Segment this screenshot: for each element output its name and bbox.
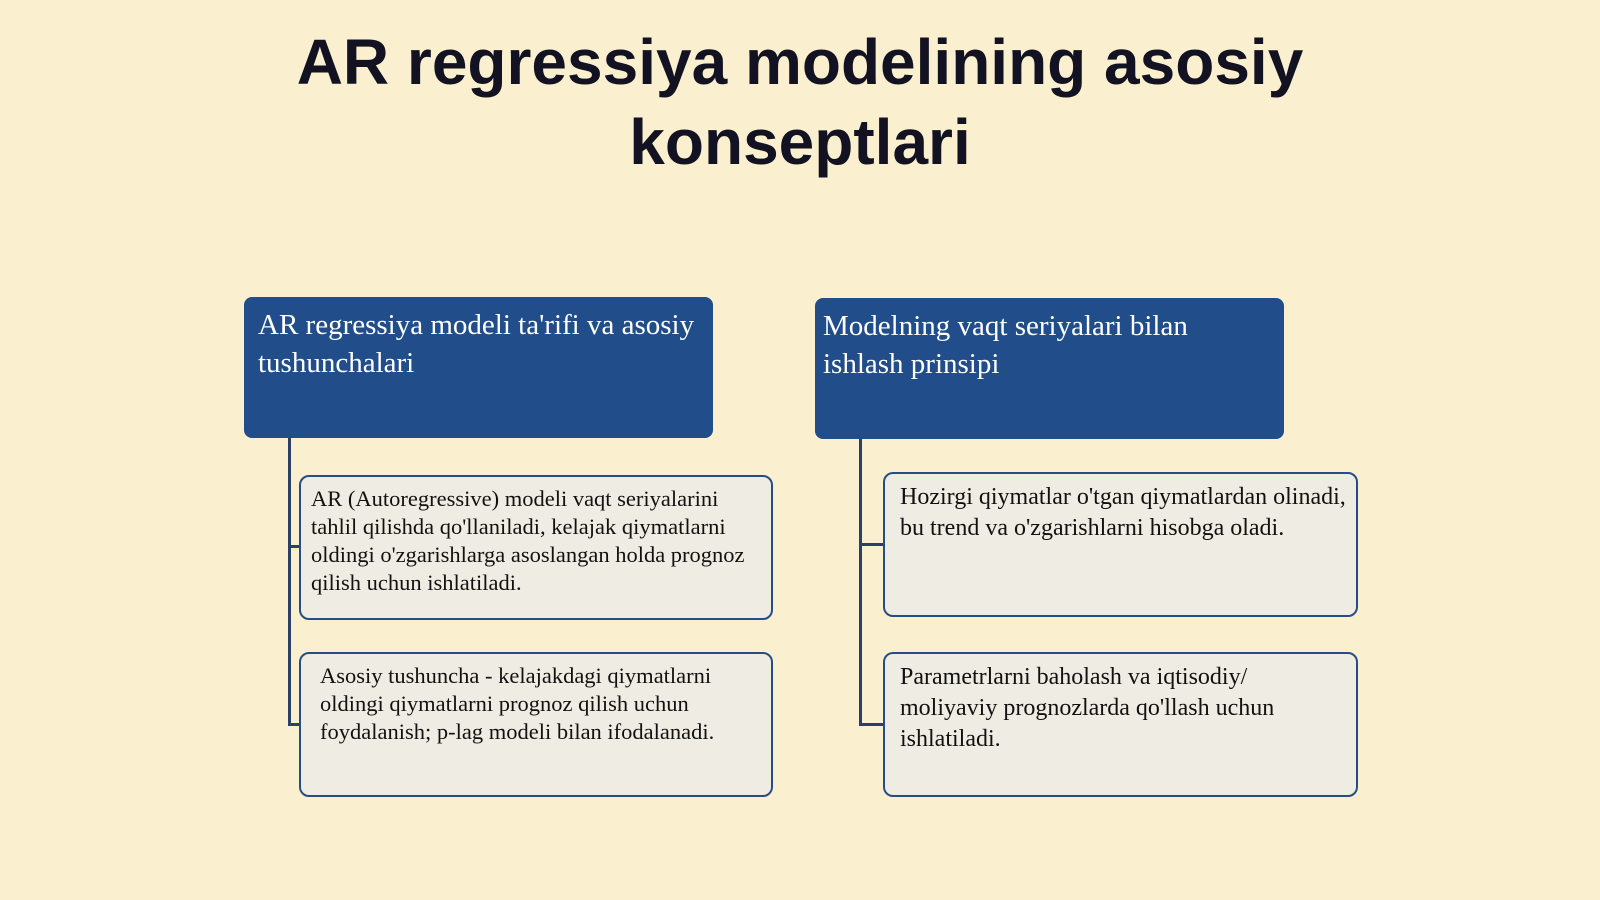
concept-detail-parameter-estimation: Parametrlarni baholash va iqtisodiy/ moliyaviy prognozlarda qo'llash uchun ishlatiladi. (883, 652, 1358, 797)
concept-detail-key-idea: Asosiy tushuncha - kelajakdagi qiymatlarni oldingi qiymatlarni prognoz qilish uchun foydalanish; p-lag modeli bilan ifodalanadi. (299, 652, 773, 797)
concept-header-working-principle: Modelning vaqt seriyalari bilan ishlash prinsipi (815, 298, 1284, 439)
connector-trunk-right (859, 439, 862, 726)
page-title: AR regressiya modelining asosiy konseptlari (296, 26, 1304, 178)
concept-detail-current-values: Hozirgi qiymatlar o'tgan qiymatlardan olinadi, bu trend va o'zgarishlarni hisobga oladi. (883, 472, 1358, 617)
connector-trunk-left (288, 438, 291, 726)
connector-branch-left-1 (288, 545, 299, 548)
connector-branch-right-1 (859, 543, 883, 546)
connector-branch-right-2 (859, 723, 883, 726)
connector-branch-left-2 (288, 723, 299, 726)
concept-header-definition: AR regressiya modeli ta'rifi va asosiy tushunchalari (244, 297, 713, 438)
concept-detail-ar-model: AR (Autoregressive) modeli vaqt seriyalarini tahlil qilishda qo'llaniladi, kelajak qiymatlarni oldingi o'zgarishlarga asoslangan holda prognoz qilish uchun ishlatiladi. (299, 475, 773, 620)
